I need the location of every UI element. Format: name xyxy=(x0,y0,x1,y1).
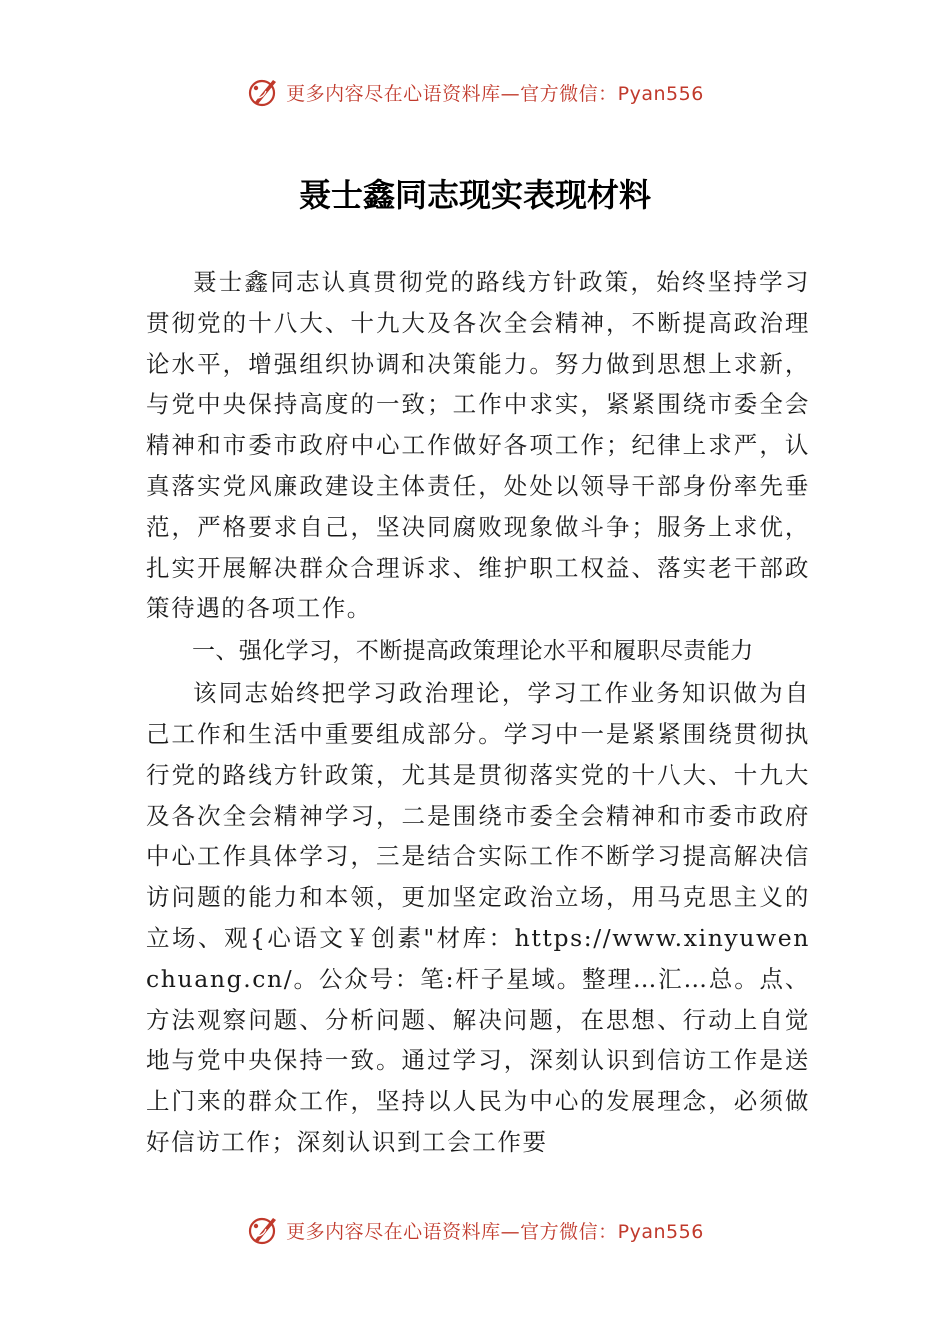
header-banner xyxy=(0,70,950,114)
footer-banner xyxy=(0,1208,950,1252)
banner-text: 更多内容尽在心语资料库—官方微信：Pyan556 xyxy=(286,82,704,105)
document-body xyxy=(146,262,810,1163)
document-title: 聂士鑫同志现实表现材料 xyxy=(298,176,651,214)
section-heading: 一、强化学习，不断提高政策理论水平和履职尽责能力 xyxy=(192,638,754,665)
paragraph-section-1: 该同志始终把学习政治理论，学习工作业务知识做为自己工作和生活中重要组成部分。学习中一是紧紧围绕贯彻执行党的路线方针政策，尤其是贯彻落实党的十八大、十九大及各次全会精神学习，二是围绕市委全会精神和市委市政府中心工作具体学习，三是结合实际工作不断学习提高解决信访问题的能力和本领，更加坚定政治立场，用马克思主义的立场、观{心语文￥创素"材库：https://www.xinyuwenchuang.cn/。公众号：笔:杆子星域。整理…汇…总。点、方法观察问题、分析问题、解决问题，在思想、行动上自觉地与党中央保持一致。通过学习，深刻认识到信访工作是送上门来的群众工作，坚持以人民为中心的发展理念，必须做好信访工作；深刻认识到工会工作要 xyxy=(146,679,810,1156)
banner-text: 更多内容尽在心语资料库—官方微信：Pyan556 xyxy=(286,1220,704,1243)
quill-pen-logo-icon xyxy=(246,75,280,109)
paragraph-intro: 聂士鑫同志认真贯彻党的路线方针政策，始终坚持学习贯彻党的十八大、十九大及各次全会精神，不断提高政治理论水平，增强组织协调和决策能力。努力做到思想上求新，与党中央保持高度的一致；工作中求实，紧紧围绕市委全会精神和市委市政府中心工作做好各项工作；纪律上求严，认真落实党风廉政建设主体责任，处处以领导干部身份率先垂范，严格要求自己，坚决同腐败现象做斗争；服务上求优，扎实开展解决群众合理诉求、维护职工权益、落实老干部政策待遇的各项工作。 xyxy=(146,268,810,623)
quill-pen-logo-icon xyxy=(246,1213,280,1247)
